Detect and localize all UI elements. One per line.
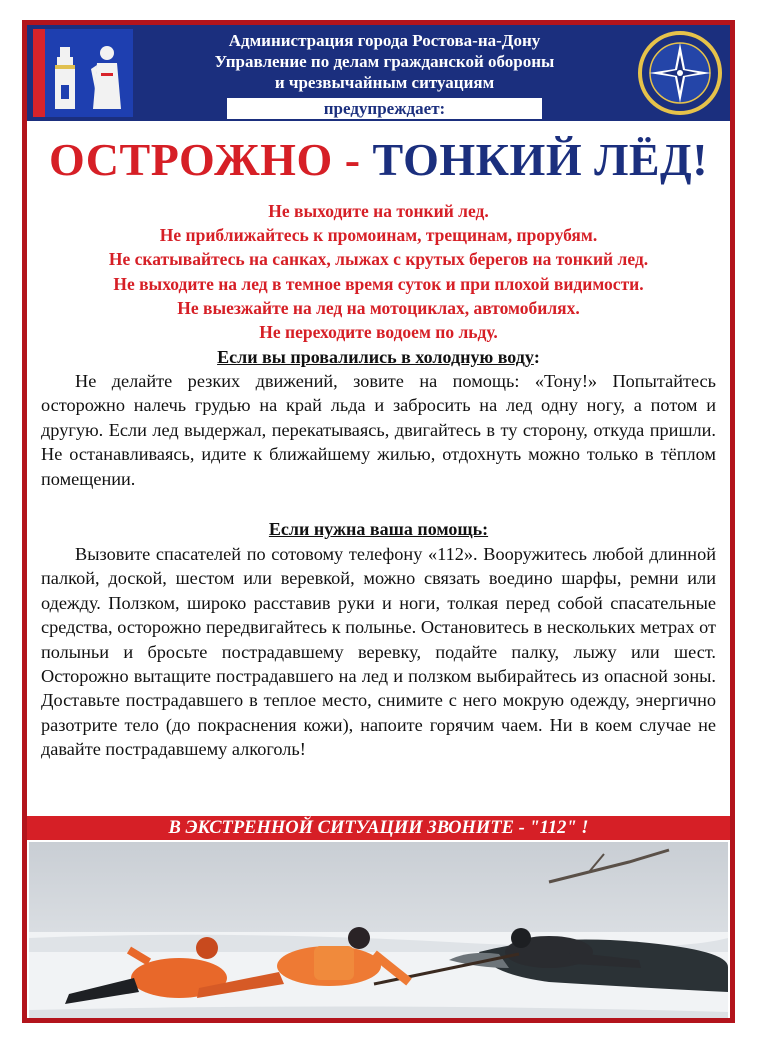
poster-frame — [22, 20, 735, 1023]
title-caution: ОСТРОЖНО - — [48, 134, 373, 185]
section-heading-text: Если вы провалились в холодную воду — [217, 347, 534, 367]
warning-item: Не выезжайте на лед на мотоциклах, автомобилях. — [177, 297, 580, 318]
warning-item: Не выходите на тонкий лед. — [268, 201, 489, 221]
poster-title — [27, 133, 730, 187]
warning-item: Не приближайтесь к промоинам, трещинам, прорубям. — [159, 225, 598, 246]
header-line-3: и чрезвычайным ситуациям — [274, 73, 495, 92]
section-heading-help — [27, 518, 730, 540]
section-text-help: Вызовите спасателей по сотовому телефону «112». Вооружитесь любой длинной палкой, доской, шестом или веревкой, можно связать воедино шарфы, ремни или одежду. Ползком, широко расставив руки и ноги, толкая перед собой спасательные средства, осторожно передвигайтесь к полынье. Остановитесь в нескольких метрах от полыньи и бросьте пострадавшему веревку, подайте палку, лыжу или шест. Осторожно вытащите пострадавшего на лед и ползком выбирайтесь из опасной зоны. Доставьте пострадавшего в теплое место, снимите с него мокрую одежду, энергично разотрите тело (до покраснения кожи), напоите горячим чаем. Ни в коем случае не давайте пострадавшему алкоголь! — [41, 544, 716, 760]
header-bar — [27, 25, 730, 121]
section-heading-text: Если нужна ваша помощь: — [268, 519, 489, 539]
header-warns-label: предупреждает: — [227, 98, 542, 119]
emergency-banner: В ЭКСТРЕННОЙ СИТУАЦИИ ЗВОНИТЕ - "112" ! — [27, 816, 730, 840]
rescue-photo — [29, 842, 728, 1018]
header-line-2: Управление по делам гражданской обороны — [214, 52, 555, 71]
section-text-fell-through: Не делайте резких движений, зовите на помощь: «Тону!» Попытайтесь осторожно налечь грудью на край льда и забросить на лед одну ногу, а потом и другую. Если лед выдержал, перекатываясь, двигайтесь в ту сторону, откуда пришли. Не останавливаясь, идите к ближайшему жилью, отдохнуть можно только в тёплом помещении. — [41, 371, 716, 489]
warning-item: Не скатывайтесь на санках, лыжах с крутых берегов на тонкий лед. — [108, 249, 649, 270]
civil-defense-emblem-icon — [635, 29, 725, 117]
section-heading-fell-through — [27, 346, 730, 368]
warnings-list — [27, 199, 730, 344]
section-heading-colon: : — [533, 347, 540, 367]
title-thin-ice: ТОНКИЙ ЛЁД! — [372, 134, 709, 185]
warning-item: Не выходите на лед в темное время суток и при плохой видимости. — [113, 273, 644, 294]
city-coat-of-arms-icon — [33, 29, 133, 117]
warning-item: Не переходите водоем по льду. — [259, 322, 498, 343]
header-line-1: Администрация города Ростова-на-Дону — [228, 31, 541, 50]
